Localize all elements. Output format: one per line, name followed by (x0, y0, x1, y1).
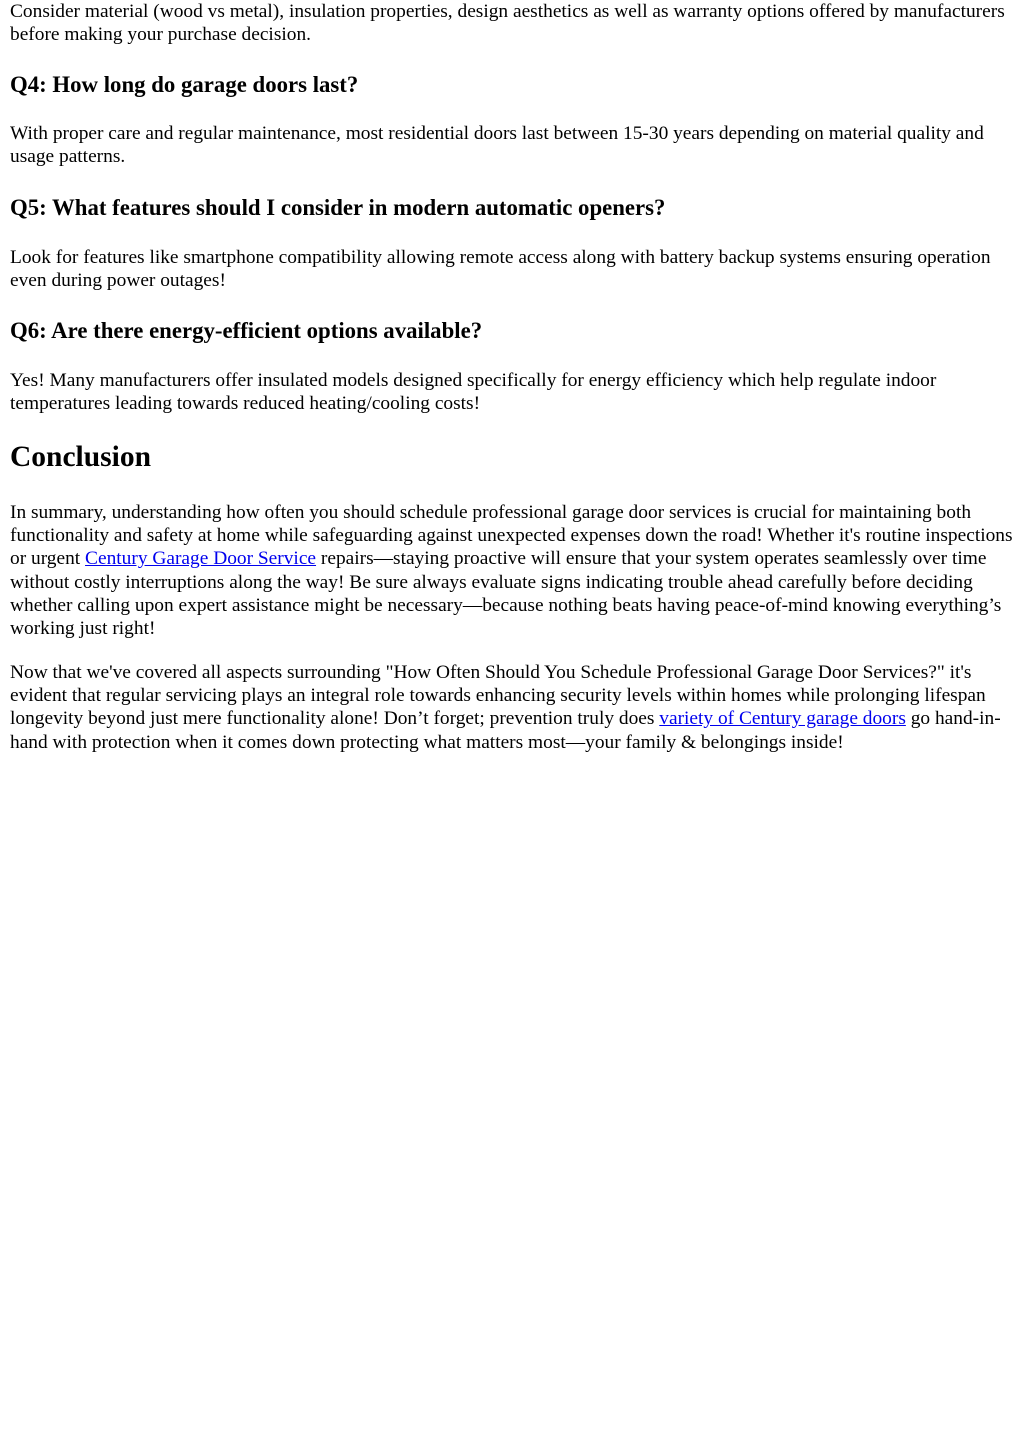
faq-answer-q4: With proper care and regular maintenance, most residential doors last between 15-30 years depending on material quality and usage patterns. (10, 123, 984, 168)
century-garage-door-service-link[interactable]: Century Garage Door Service (85, 548, 317, 570)
faq-answer-q6: Yes! Many manufacturers offer insulated models designed specifically for energy efficiency which help regulate indoor temperatures leading towards reduced heating/cooling costs! (10, 370, 937, 415)
faq-question-q6: Q6: Are there energy-efficient options available? (10, 318, 483, 343)
conclusion-p1-text-after: repairs—staying proactive will ensure that your system operates seamlessly over time without costly interruptions along the way! Be sure always evaluate signs indicating trouble ahead carefully before deciding whether calling upon expert assistance might be necessary—because nothing beats having peace-of-mind knowing everything’s working just right! (10, 548, 1002, 640)
faq-answer-q5: Look for features like smartphone compatibility allowing remote access along with battery backup systems ensuring operation even during power outages! (10, 247, 991, 292)
conclusion-heading: Conclusion (10, 441, 151, 473)
variety-of-century-garage-doors-link[interactable]: variety of Century garage doors (659, 708, 906, 730)
faq-question-q5: Q5: What features should I consider in modern automatic openers? (10, 195, 666, 220)
intro-paragraph: Consider material (wood vs metal), insulation properties, design aesthetics as well as warranty options offered by manufacturers before making your purchase decision. (10, 1, 1005, 46)
conclusion-paragraph-1 (10, 501, 1014, 640)
conclusion-p2-text-before: Now that we've covered all aspects surrounding "How Often Should You Schedule Professional Garage Door Services?" it's evident that regular servicing plays an integral role towards enhancing security levels within homes while prolonging lifespan longevity beyond just mere functionality alone! Don’t forget; prevention truly does (10, 662, 986, 730)
faq-question-q4: Q4: How long do garage doors last? (10, 72, 359, 97)
conclusion-paragraph-2 (10, 661, 1014, 754)
conclusion-p1-text-before: In summary, understanding how often you should schedule professional garage door services is crucial for maintaining both functionality and safety at home while safeguarding against unexpected expenses down the road! Whether it's routine inspections or urgent (10, 502, 1013, 570)
conclusion-p2-text-after: go hand-in-hand with protection when it comes down protecting what matters most—your family & belongings inside! (10, 708, 1001, 753)
